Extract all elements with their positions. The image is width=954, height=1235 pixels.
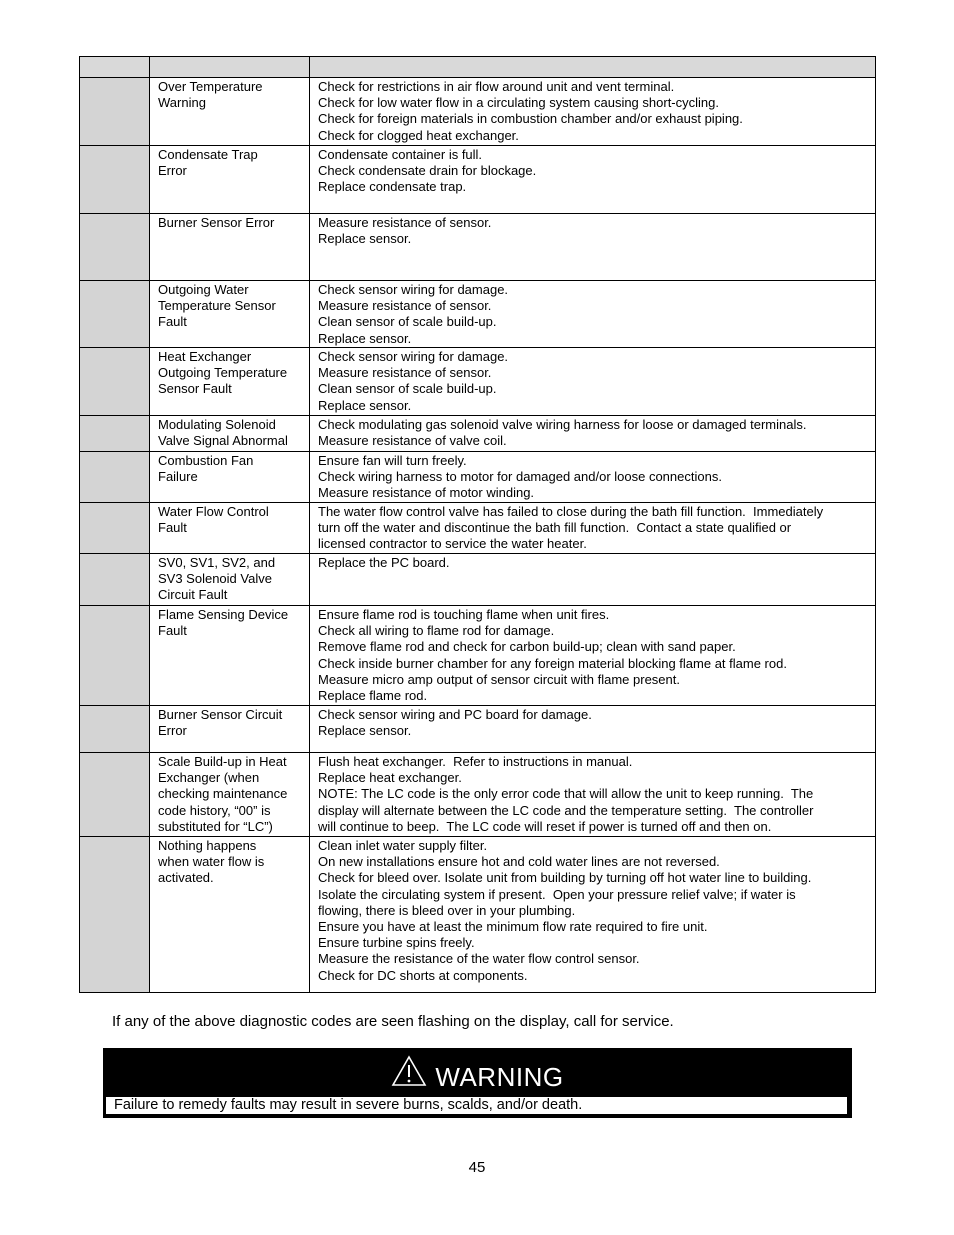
remedy-line: Measure resistance of sensor. <box>318 215 492 230</box>
fault-name-cell <box>150 753 310 837</box>
remedy-line: turn off the water and discontinue the bath fill function. Contact a state qualified or <box>318 520 792 536</box>
fault-name-line: Exchanger (when <box>158 770 260 786</box>
remedy-line: Ensure flame rod is touching flame when unit fires. <box>318 607 610 622</box>
remedy-line: Check sensor wiring and PC board for damage. <box>318 707 592 722</box>
remedy-line: Replace sensor. <box>318 330 412 346</box>
remedy-line: licensed contractor to service the water heater. <box>318 536 587 552</box>
warning-title: WARNING <box>435 1062 564 1092</box>
remedy-line: Check for restrictions in air flow around unit and vent terminal. <box>318 79 675 94</box>
remedy-cell <box>310 281 876 348</box>
table-row <box>80 146 876 214</box>
header-fault <box>150 57 310 78</box>
remedy-line: display will alternate between the LC code and the temperature setting. The controller <box>318 802 814 818</box>
remedy-line: will continue to beep. The LC code will reset if power is turned off and then on. <box>318 818 772 834</box>
fault-name-line: checking maintenance <box>158 786 288 802</box>
remedy-cell <box>310 146 876 214</box>
fault-name-line: when water flow is <box>158 854 265 870</box>
remedy-cell <box>310 753 876 837</box>
fault-name-line: code history, “00” is <box>158 802 271 818</box>
remedy-line: The water flow control valve has failed to close during the bath fill function. Immediately <box>318 504 824 519</box>
header-code <box>80 57 150 78</box>
remedy-line: Clean inlet water supply filter. <box>318 838 488 853</box>
table-row <box>80 503 876 554</box>
fault-name-line: Temperature Sensor <box>158 298 276 314</box>
fault-name-cell <box>150 214 310 281</box>
fault-name-cell <box>150 146 310 214</box>
remedy-cell <box>310 452 876 503</box>
warning-text: Failure to remedy faults may result in severe burns, scalds, and/or death. <box>106 1097 847 1114</box>
remedy-line: Check for clogged heat exchanger. <box>318 127 519 143</box>
fault-name-line: Circuit Fault <box>158 587 228 603</box>
fault-code-cell <box>80 503 150 554</box>
fault-name-cell <box>150 706 310 753</box>
remedy-line: Condensate container is full. <box>318 147 483 162</box>
fault-name-line: Flame Sensing Device <box>158 607 289 622</box>
fault-name-cell <box>150 837 310 993</box>
fault-name-cell <box>150 348 310 416</box>
fault-name-line: Error <box>158 163 187 179</box>
remedy-line: Clean sensor of scale build-up. <box>318 314 497 330</box>
remedy-line: Ensure fan will turn freely. <box>318 453 467 468</box>
fault-name-line: Sensor Fault <box>158 381 232 397</box>
remedy-cell <box>310 554 876 606</box>
warning-box <box>103 1048 852 1118</box>
remedy-line: Check modulating gas solenoid valve wiring harness for loose or damaged terminals. <box>318 417 807 432</box>
remedy-line: NOTE: The LC code is the only error code that will allow the unit to keep running. The <box>318 786 814 802</box>
remedy-line: Check inside burner chamber for any foreign material blocking flame at flame rod. <box>318 655 787 671</box>
remedy-line: Check sensor wiring for damage. <box>318 349 509 364</box>
fault-code-cell <box>80 78 150 146</box>
remedy-line: Check wiring harness to motor for damaged and/or loose connections. <box>318 469 722 485</box>
fault-name-line: Error <box>158 723 187 739</box>
fault-name-line: Failure <box>158 469 198 485</box>
remedy-line: Check condensate drain for blockage. <box>318 163 537 179</box>
fault-name-line: SV0, SV1, SV2, and <box>158 555 276 570</box>
page-number: 45 <box>468 1159 486 1176</box>
remedy-cell <box>310 837 876 993</box>
fault-name-line: Water Flow Control <box>158 504 269 519</box>
fault-code-cell <box>80 281 150 348</box>
remedy-line: Measure resistance of sensor. <box>318 298 492 314</box>
service-note: If any of the above diagnostic codes are seen flashing on the display, call for service. <box>112 1013 674 1030</box>
fault-code-cell <box>80 706 150 753</box>
remedy-line: Check for low water flow in a circulating system causing short-cycling. <box>318 95 719 111</box>
remedy-line: Flush heat exchanger. Refer to instructions in manual. <box>318 754 633 769</box>
fault-name-line: Heat Exchanger <box>158 349 252 364</box>
remedy-cell <box>310 503 876 554</box>
remedy-line: Measure micro amp output of sensor circuit with flame present. <box>318 671 680 687</box>
remedy-cell <box>310 706 876 753</box>
diagnostic-table <box>79 56 876 993</box>
remedy-line: Measure resistance of sensor. <box>318 365 492 381</box>
remedy-line: Replace flame rod. <box>318 688 428 704</box>
fault-code-cell <box>80 753 150 837</box>
fault-code-cell <box>80 606 150 706</box>
fault-name-cell <box>150 503 310 554</box>
table-row <box>80 214 876 281</box>
remedy-cell <box>310 78 876 146</box>
fault-name-line: Condensate Trap <box>158 147 258 162</box>
fault-name-line: activated. <box>158 870 214 886</box>
fault-name-line: Outgoing Temperature <box>158 365 288 381</box>
fault-code-cell <box>80 837 150 993</box>
fault-name-line: Scale Build-up in Heat <box>158 754 287 769</box>
remedy-line: Check for foreign materials in combustion chamber and/or exhaust piping. <box>318 111 743 127</box>
fault-name-line: Burner Sensor Error <box>158 215 275 230</box>
remedy-line: Replace sensor. <box>318 397 412 413</box>
remedy-line: Check for DC shorts at components. <box>318 967 528 983</box>
remedy-line: Replace the PC board. <box>318 555 450 570</box>
remedy-line: Replace heat exchanger. <box>318 770 462 786</box>
table-row <box>80 606 876 706</box>
fault-code-cell <box>80 214 150 281</box>
remedy-cell <box>310 606 876 706</box>
fault-name-cell <box>150 416 310 452</box>
fault-code-cell <box>80 146 150 214</box>
warning-header <box>104 1049 851 1097</box>
fault-name-line: Nothing happens <box>158 838 257 853</box>
fault-name-line: SV3 Solenoid Valve <box>158 571 272 587</box>
fault-name-line: Over Temperature <box>158 79 263 94</box>
fault-name-cell <box>150 281 310 348</box>
fault-name-line: Outgoing Water <box>158 282 249 297</box>
table-header <box>80 57 876 78</box>
remedy-line: On new installations ensure hot and cold water lines are not reversed. <box>318 854 720 870</box>
fault-code-cell <box>80 348 150 416</box>
remedy-line: Replace sensor. <box>318 231 412 247</box>
remedy-line: Measure resistance of motor winding. <box>318 485 535 501</box>
fault-name-line: Fault <box>158 314 187 330</box>
fault-name-cell <box>150 78 310 146</box>
remedy-line: Isolate the circulating system if present. Open your pressure relief valve; if water is <box>318 886 796 902</box>
table-row <box>80 416 876 452</box>
remedy-line: Remove flame rod and check for carbon build-up; clean with sand paper. <box>318 639 736 655</box>
fault-name-cell <box>150 452 310 503</box>
table-body <box>80 78 876 993</box>
fault-name-line: Fault <box>158 623 187 639</box>
table-row <box>80 753 876 837</box>
remedy-line: Check all wiring to flame rod for damage. <box>318 623 555 639</box>
remedy-line: Replace condensate trap. <box>318 179 467 195</box>
fault-name-cell <box>150 606 310 706</box>
remedy-line: Replace sensor. <box>318 723 412 739</box>
remedy-line: Clean sensor of scale build-up. <box>318 381 497 397</box>
table-row <box>80 706 876 753</box>
remedy-line: Check sensor wiring for damage. <box>318 282 509 297</box>
table-row <box>80 837 876 993</box>
remedy-line: flowing, there is bleed over in your plumbing. <box>318 902 576 918</box>
fault-name-line: substituted for “LC”) <box>158 818 273 834</box>
remedy-line: Ensure turbine spins freely. <box>318 935 475 951</box>
table-row <box>80 452 876 503</box>
fault-name-line: Warning <box>158 95 206 111</box>
warning-triangle-icon <box>391 1055 435 1092</box>
table-row <box>80 78 876 146</box>
remedy-cell <box>310 214 876 281</box>
remedy-cell <box>310 416 876 452</box>
fault-code-cell <box>80 416 150 452</box>
header-remedy <box>310 57 876 78</box>
remedy-cell <box>310 348 876 416</box>
fault-name-line: Valve Signal Abnormal <box>158 433 288 449</box>
fault-name-line: Combustion Fan <box>158 453 254 468</box>
remedy-line: Ensure you have at least the minimum flow rate required to fire unit. <box>318 919 708 935</box>
remedy-line: Check for bleed over. Isolate unit from building by turning off hot water line to building. <box>318 870 812 886</box>
fault-name-line: Fault <box>158 520 187 536</box>
remedy-line: Measure resistance of valve coil. <box>318 433 507 449</box>
remedy-line: Measure the resistance of the water flow control sensor. <box>318 951 640 967</box>
table-row <box>80 348 876 416</box>
fault-name-cell <box>150 554 310 606</box>
fault-code-cell <box>80 452 150 503</box>
fault-name-line: Burner Sensor Circuit <box>158 707 283 722</box>
table-row <box>80 554 876 606</box>
fault-code-cell <box>80 554 150 606</box>
table-row <box>80 281 876 348</box>
fault-name-line: Modulating Solenoid <box>158 417 276 432</box>
